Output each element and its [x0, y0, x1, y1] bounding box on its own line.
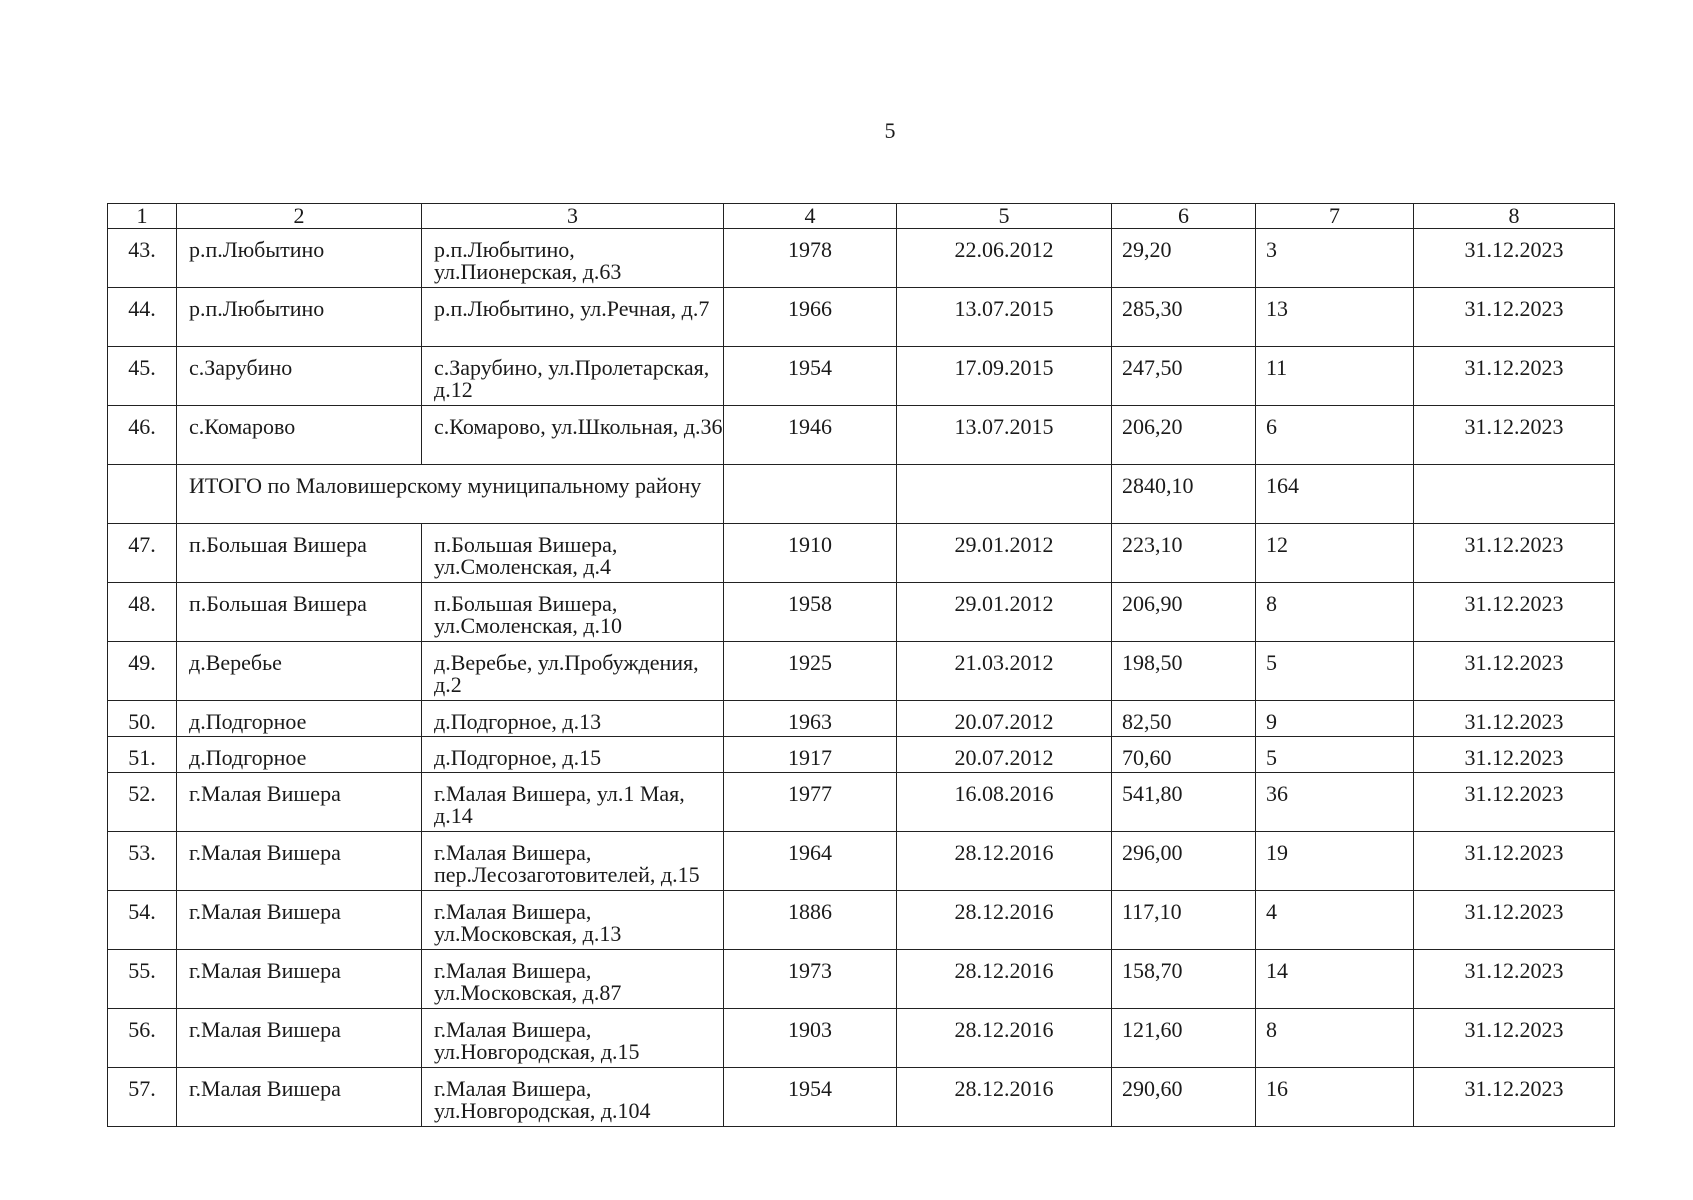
- area-cell: [1112, 524, 1256, 583]
- table-row: [108, 524, 1615, 583]
- date-cell-text: 21.03.2012: [954, 650, 1054, 675]
- row-number-cell-text: 43.: [128, 237, 156, 262]
- row-number-cell-text: 53.: [128, 840, 156, 865]
- persons-cell-text: 3: [1266, 237, 1277, 262]
- address-cell-text: г.Малая Вишера, пер.Лесозаготовителей, д.15: [434, 840, 700, 887]
- deadline-cell: [1414, 288, 1615, 347]
- area-cell: [1112, 583, 1256, 642]
- deadline-cell: [1414, 347, 1615, 406]
- settlement-cell-text: д.Подгорное: [189, 709, 307, 734]
- area-cell-text: 70,60: [1122, 745, 1172, 770]
- year-cell-text: 1925: [788, 650, 832, 675]
- deadline-cell: [1414, 832, 1615, 891]
- settlement-cell: [177, 701, 422, 737]
- persons-cell-text: 36: [1266, 781, 1288, 806]
- deadline-cell: [1414, 891, 1615, 950]
- area-cell-text: 206,90: [1122, 591, 1183, 616]
- persons-cell: [1256, 891, 1414, 950]
- address-cell-text: г.Малая Вишера, ул.Новгородская, д.104: [434, 1076, 651, 1123]
- deadline-cell: [1414, 583, 1615, 642]
- area-cell-text: 29,20: [1122, 237, 1172, 262]
- row-number-cell: [108, 347, 177, 406]
- settlement-cell: [177, 642, 422, 701]
- persons-cell-text: 4: [1266, 899, 1277, 924]
- column-number: 1: [108, 204, 177, 229]
- date-cell: [897, 583, 1112, 642]
- settlement-cell: [177, 737, 422, 773]
- address-cell: [422, 347, 724, 406]
- row-number-cell-text: 55.: [128, 958, 156, 983]
- persons-cell-text: 16: [1266, 1076, 1288, 1101]
- persons-cell: [1256, 773, 1414, 832]
- settlement-cell-text: г.Малая Вишера: [189, 781, 341, 806]
- address-cell-text: п.Большая Вишера, ул.Смоленская, д.4: [434, 532, 618, 579]
- row-number-cell-text: 46.: [128, 414, 156, 439]
- address-cell: [422, 288, 724, 347]
- address-cell: [422, 229, 724, 288]
- date-cell: [897, 1068, 1112, 1127]
- area-cell-text: 290,60: [1122, 1076, 1183, 1101]
- persons-cell: [1256, 701, 1414, 737]
- area-cell-text: 158,70: [1122, 958, 1183, 983]
- row-number-cell-text: 49.: [128, 650, 156, 675]
- deadline-cell-text: 31.12.2023: [1464, 414, 1564, 439]
- row-number-cell-text: 45.: [128, 355, 156, 380]
- persons-cell-text: 8: [1266, 591, 1277, 616]
- row-number-cell-text: 57.: [128, 1076, 156, 1101]
- empty-cell: [108, 465, 177, 524]
- persons-cell: [1256, 229, 1414, 288]
- deadline-cell-text: 31.12.2023: [1464, 709, 1564, 734]
- address-cell: [422, 1009, 724, 1068]
- area-cell-text: 198,50: [1122, 650, 1183, 675]
- address-cell-text: г.Малая Вишера, ул.Московская, д.13: [434, 899, 622, 946]
- address-cell-text: с.Зарубино, ул.Пролетарская, д.12: [434, 355, 710, 402]
- deadline-cell-text: 31.12.2023: [1464, 532, 1564, 557]
- row-number-cell-text: 51.: [128, 745, 156, 770]
- column-numbers-row: [108, 204, 1615, 229]
- column-number: 4: [724, 204, 897, 229]
- persons-cell: [1256, 347, 1414, 406]
- address-cell: [422, 583, 724, 642]
- date-cell-text: 13.07.2015: [954, 296, 1054, 321]
- deadline-cell-text: 31.12.2023: [1464, 591, 1564, 616]
- area-cell: [1112, 229, 1256, 288]
- row-number-cell: [108, 701, 177, 737]
- area-cell-text: 285,30: [1122, 296, 1183, 321]
- date-cell: [897, 347, 1112, 406]
- deadline-cell: [1414, 1068, 1615, 1127]
- deadline-cell-text: 31.12.2023: [1464, 1076, 1564, 1101]
- date-cell: [897, 642, 1112, 701]
- area-cell: [1112, 737, 1256, 773]
- table-row: [108, 406, 1615, 465]
- date-cell: [897, 229, 1112, 288]
- area-cell: [1112, 347, 1256, 406]
- area-cell-text: 206,20: [1122, 414, 1183, 439]
- area-cell-text: 121,60: [1122, 1017, 1183, 1042]
- column-number: 3: [422, 204, 724, 229]
- year-cell: [724, 950, 897, 1009]
- settlement-cell: [177, 347, 422, 406]
- year-cell-text: 1954: [788, 355, 832, 380]
- year-cell: [724, 288, 897, 347]
- year-cell: [724, 737, 897, 773]
- address-cell-text: д.Веребье, ул.Пробуждения, д.2: [434, 650, 699, 697]
- persons-cell-text: 8: [1266, 1017, 1277, 1042]
- row-number-cell: [108, 1009, 177, 1068]
- address-cell-text: г.Малая Вишера, ул.1 Мая, д.14: [434, 781, 685, 828]
- total-area-cell: [1112, 465, 1256, 524]
- row-number-cell: [108, 1068, 177, 1127]
- deadline-cell: [1414, 524, 1615, 583]
- date-cell: [897, 288, 1112, 347]
- deadline-cell: [1414, 773, 1615, 832]
- date-cell-text: 22.06.2012: [954, 237, 1054, 262]
- address-cell-text: р.п.Любытино, ул.Речная, д.7: [434, 296, 710, 321]
- persons-cell: [1256, 583, 1414, 642]
- date-cell: [897, 950, 1112, 1009]
- date-cell-text: 16.08.2016: [954, 781, 1054, 806]
- settlement-cell-text: п.Большая Вишера: [189, 532, 367, 557]
- area-cell-text: 223,10: [1122, 532, 1183, 557]
- row-number-cell-text: 48.: [128, 591, 156, 616]
- year-cell: [724, 1009, 897, 1068]
- persons-cell-text: 6: [1266, 414, 1277, 439]
- address-cell: [422, 1068, 724, 1127]
- address-cell: [422, 406, 724, 465]
- table-row: [108, 1068, 1615, 1127]
- date-cell-text: 28.12.2016: [954, 1076, 1054, 1101]
- year-cell-text: 1917: [788, 745, 832, 770]
- settlement-cell-text: с.Зарубино: [189, 355, 293, 380]
- settlement-cell-text: д.Подгорное: [189, 745, 307, 770]
- row-number-cell: [108, 891, 177, 950]
- deadline-cell-text: 31.12.2023: [1464, 840, 1564, 865]
- date-cell: [897, 1009, 1112, 1068]
- deadline-cell: [1414, 950, 1615, 1009]
- date-cell-text: 20.07.2012: [954, 709, 1054, 734]
- settlement-cell-text: р.п.Любытино: [189, 237, 325, 262]
- year-cell: [724, 406, 897, 465]
- table-row: [108, 737, 1615, 773]
- empty-cell: [897, 465, 1112, 524]
- year-cell: [724, 891, 897, 950]
- row-number-cell: [108, 642, 177, 701]
- year-cell-text: 1886: [788, 899, 832, 924]
- area-cell: [1112, 1009, 1256, 1068]
- year-cell: [724, 1068, 897, 1127]
- date-cell-text: 28.12.2016: [954, 840, 1054, 865]
- address-cell: [422, 642, 724, 701]
- year-cell-text: 1910: [788, 532, 832, 557]
- page-number: 5: [884, 118, 896, 143]
- date-cell: [897, 773, 1112, 832]
- address-cell: [422, 524, 724, 583]
- address-cell: [422, 773, 724, 832]
- persons-cell-text: 13: [1266, 296, 1288, 321]
- column-number: 8: [1414, 204, 1615, 229]
- persons-cell-text: 9: [1266, 709, 1277, 734]
- year-cell-text: 1966: [788, 296, 832, 321]
- table-row: [108, 950, 1615, 1009]
- area-cell: [1112, 642, 1256, 701]
- row-number-cell-text: 47.: [128, 532, 156, 557]
- table-row: [108, 832, 1615, 891]
- settlement-cell: [177, 583, 422, 642]
- address-cell-text: д.Подгорное, д.15: [434, 745, 602, 770]
- row-number-cell-text: 50.: [128, 709, 156, 734]
- address-cell-text: с.Комарово, ул.Школьная, д.36: [434, 414, 723, 439]
- deadline-cell-text: 31.12.2023: [1464, 1017, 1564, 1042]
- year-cell: [724, 832, 897, 891]
- deadline-cell: [1414, 229, 1615, 288]
- housing-registry-table: [107, 203, 1615, 1127]
- table-row: [108, 229, 1615, 288]
- address-cell-text: д.Подгорное, д.13: [434, 709, 602, 734]
- deadline-cell-text: 31.12.2023: [1464, 899, 1564, 924]
- persons-cell: [1256, 288, 1414, 347]
- year-cell: [724, 524, 897, 583]
- area-cell: [1112, 1068, 1256, 1127]
- total-persons-cell-text: 164: [1266, 473, 1299, 498]
- address-cell: [422, 737, 724, 773]
- area-cell-text: 117,10: [1122, 899, 1182, 924]
- persons-cell: [1256, 406, 1414, 465]
- persons-cell-text: 12: [1266, 532, 1288, 557]
- persons-cell-text: 5: [1266, 650, 1277, 675]
- year-cell: [724, 583, 897, 642]
- total-label-cell: [177, 465, 724, 524]
- area-cell: [1112, 701, 1256, 737]
- table-row: [108, 347, 1615, 406]
- deadline-cell: [1414, 701, 1615, 737]
- table-row: [108, 891, 1615, 950]
- settlement-cell: [177, 773, 422, 832]
- table-row: [108, 288, 1615, 347]
- area-cell-text: 247,50: [1122, 355, 1183, 380]
- deadline-cell-text: 31.12.2023: [1464, 958, 1564, 983]
- persons-cell: [1256, 737, 1414, 773]
- persons-cell: [1256, 642, 1414, 701]
- table-row: [108, 1009, 1615, 1068]
- date-cell-text: 28.12.2016: [954, 899, 1054, 924]
- area-cell-text: 296,00: [1122, 840, 1183, 865]
- row-number-cell: [108, 288, 177, 347]
- address-cell-text: г.Малая Вишера, ул.Московская, д.87: [434, 958, 622, 1005]
- area-cell: [1112, 288, 1256, 347]
- date-cell-text: 20.07.2012: [954, 745, 1054, 770]
- row-number-cell: [108, 406, 177, 465]
- deadline-cell-text: 31.12.2023: [1464, 355, 1564, 380]
- persons-cell-text: 5: [1266, 745, 1277, 770]
- settlement-cell-text: р.п.Любытино: [189, 296, 325, 321]
- date-cell-text: 13.07.2015: [954, 414, 1054, 439]
- year-cell-text: 1946: [788, 414, 832, 439]
- settlement-cell: [177, 1068, 422, 1127]
- row-number-cell: [108, 229, 177, 288]
- deadline-cell: [1414, 1009, 1615, 1068]
- settlement-cell-text: г.Малая Вишера: [189, 840, 341, 865]
- settlement-cell: [177, 229, 422, 288]
- date-cell: [897, 524, 1112, 583]
- deadline-cell-text: 31.12.2023: [1464, 237, 1564, 262]
- year-cell: [724, 773, 897, 832]
- empty-cell: [724, 465, 897, 524]
- area-cell: [1112, 950, 1256, 1009]
- persons-cell: [1256, 524, 1414, 583]
- address-cell: [422, 701, 724, 737]
- row-number-cell: [108, 832, 177, 891]
- year-cell-text: 1954: [788, 1076, 832, 1101]
- address-cell-text: р.п.Любытино, ул.Пионерская, д.63: [434, 237, 622, 284]
- persons-cell: [1256, 1068, 1414, 1127]
- settlement-cell-text: г.Малая Вишера: [189, 958, 341, 983]
- deadline-cell: [1414, 406, 1615, 465]
- table-row: [108, 642, 1615, 701]
- deadline-cell-text: 31.12.2023: [1464, 650, 1564, 675]
- year-cell-text: 1978: [788, 237, 832, 262]
- deadline-cell-text: 31.12.2023: [1464, 781, 1564, 806]
- area-cell-text: 82,50: [1122, 709, 1172, 734]
- settlement-cell: [177, 1009, 422, 1068]
- row-number-cell-text: 44.: [128, 296, 156, 321]
- date-cell: [897, 701, 1112, 737]
- settlement-cell: [177, 832, 422, 891]
- settlement-cell-text: г.Малая Вишера: [189, 1076, 341, 1101]
- settlement-cell: [177, 406, 422, 465]
- date-cell-text: 17.09.2015: [954, 355, 1054, 380]
- row-number-cell-text: 56.: [128, 1017, 156, 1042]
- column-number: 2: [177, 204, 422, 229]
- address-cell-text: г.Малая Вишера, ул.Новгородская, д.15: [434, 1017, 640, 1064]
- date-cell-text: 28.12.2016: [954, 958, 1054, 983]
- settlement-cell-text: г.Малая Вишера: [189, 899, 341, 924]
- year-cell: [724, 642, 897, 701]
- area-cell: [1112, 406, 1256, 465]
- settlement-cell: [177, 288, 422, 347]
- area-cell-text: 541,80: [1122, 781, 1183, 806]
- row-number-cell: [108, 524, 177, 583]
- date-cell: [897, 832, 1112, 891]
- date-cell: [897, 891, 1112, 950]
- date-cell-text: 29.01.2012: [954, 591, 1054, 616]
- row-number-cell: [108, 773, 177, 832]
- empty-cell: [1414, 465, 1615, 524]
- settlement-cell-text: п.Большая Вишера: [189, 591, 367, 616]
- settlement-cell-text: г.Малая Вишера: [189, 1017, 341, 1042]
- year-cell: [724, 347, 897, 406]
- persons-cell: [1256, 832, 1414, 891]
- address-cell-text: п.Большая Вишера, ул.Смоленская, д.10: [434, 591, 623, 638]
- settlement-cell-text: с.Комарово: [189, 414, 296, 439]
- year-cell-text: 1903: [788, 1017, 832, 1042]
- row-number-cell-text: 52.: [128, 781, 156, 806]
- table-row: [108, 701, 1615, 737]
- deadline-cell-text: 31.12.2023: [1464, 296, 1564, 321]
- area-cell: [1112, 832, 1256, 891]
- deadline-cell: [1414, 642, 1615, 701]
- total-area-cell-text: 2840,10: [1122, 473, 1194, 498]
- table-row: [108, 773, 1615, 832]
- persons-cell: [1256, 950, 1414, 1009]
- settlement-cell: [177, 891, 422, 950]
- settlement-cell: [177, 524, 422, 583]
- column-number: 7: [1256, 204, 1414, 229]
- persons-cell-text: 11: [1266, 355, 1288, 380]
- date-cell: [897, 406, 1112, 465]
- address-cell: [422, 832, 724, 891]
- year-cell-text: 1977: [788, 781, 832, 806]
- year-cell-text: 1958: [788, 591, 832, 616]
- total-row: [108, 465, 1615, 524]
- deadline-cell: [1414, 737, 1615, 773]
- settlement-cell-text: д.Веребье: [189, 650, 282, 675]
- row-number-cell: [108, 950, 177, 1009]
- persons-cell: [1256, 1009, 1414, 1068]
- row-number-cell-text: 54.: [128, 899, 156, 924]
- settlement-cell: [177, 950, 422, 1009]
- deadline-cell-text: 31.12.2023: [1464, 745, 1564, 770]
- total-persons-cell: [1256, 465, 1414, 524]
- row-number-cell: [108, 737, 177, 773]
- persons-cell-text: 19: [1266, 840, 1288, 865]
- year-cell-text: 1963: [788, 709, 832, 734]
- address-cell: [422, 891, 724, 950]
- date-cell: [897, 737, 1112, 773]
- area-cell: [1112, 891, 1256, 950]
- date-cell-text: 29.01.2012: [954, 532, 1054, 557]
- date-cell-text: 28.12.2016: [954, 1017, 1054, 1042]
- area-cell: [1112, 773, 1256, 832]
- year-cell: [724, 701, 897, 737]
- year-cell-text: 1973: [788, 958, 832, 983]
- column-number: 5: [897, 204, 1112, 229]
- persons-cell-text: 14: [1266, 958, 1288, 983]
- column-number: 6: [1112, 204, 1256, 229]
- address-cell: [422, 950, 724, 1009]
- row-number-cell: [108, 583, 177, 642]
- year-cell: [724, 229, 897, 288]
- total-label-cell-text: ИТОГО по Маловишерскому муниципальному району: [189, 473, 702, 498]
- year-cell-text: 1964: [788, 840, 832, 865]
- table-row: [108, 583, 1615, 642]
